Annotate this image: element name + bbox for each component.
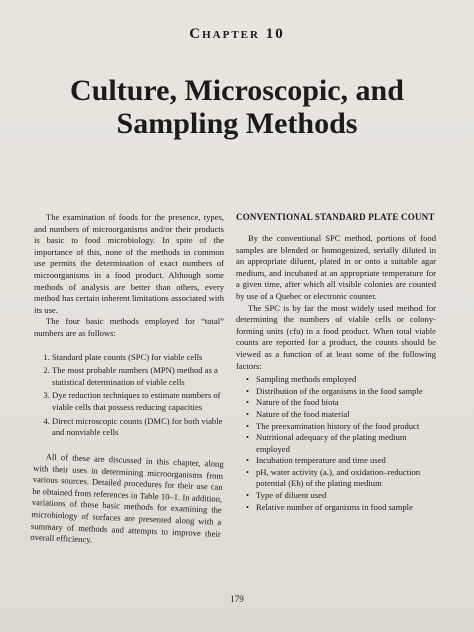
page-number: 179 (230, 594, 244, 604)
right-column (236, 212, 436, 513)
chapter-title: Culture, Microscopic, and Sampling Methods (70, 74, 404, 140)
factor-item: • pH, water activity (aᵥ), and oxidation–reduction potential (Eh) of the plating medium (246, 467, 436, 490)
method-item: 3. Dye reduction techniques to estimate numbers of viable cells that possess reducing capacities (52, 390, 224, 413)
spc-paragraph-2: The SPC is by far the most widely used method for determining the numbers of viable cells or colony-forming units (cfu) in a food product. When total viable counts are reported for a product, the counts should be viewed as a function of at least some of the following factors: (236, 302, 436, 371)
method-item: 1. Standard plate counts (SPC) for viable cells (52, 352, 224, 364)
factors-list (236, 374, 436, 513)
methods-list (34, 352, 224, 439)
factor-item: • Nature of the food biota (246, 397, 436, 409)
factor-item: • The preexamination history of the food product (246, 421, 436, 433)
factor-item: • Nutritional adequacy of the plating medium employed (246, 432, 436, 455)
chapter-label: Chapter 10 (189, 26, 285, 42)
methods-intro-paragraph: The four basic methods employed for “total” numbers are as follows: (34, 316, 224, 338)
closing-paragraph: All of these are discussed in this chapter, along with their uses in determining microorganisms from various sources. Detailed procedures for their use can be obtained from references in Table 10–1. In addition, variations of these basic methods for examining the microbiology of surfaces are presented along with a summary of methods and attempts to improve their overall efficiency. (30, 451, 224, 545)
method-item: 2. The most probable numbers (MPN) method as a statistical determination of viable cells (52, 365, 224, 388)
factor-item: • Distribution of the organisms in the food sample (246, 386, 436, 398)
left-column (30, 212, 224, 545)
factor-item: • Relative number of organisms in food sample (246, 502, 436, 514)
factor-item: • Incubation temperature and time used (246, 455, 436, 467)
section-heading: CONVENTIONAL STANDARD PLATE COUNT (236, 212, 435, 222)
intro-paragraph: The examination of foods for the presence, types, and numbers of microorganisms and/or their products is basic to food microbiology. In spite of the importance of this, none of the methods in common use permits the determination of exact numbers of microorganisms in a food product. Although some methods of analysis are better than others, every method has certain inherent limitations associated with its use. (34, 212, 224, 315)
method-item: 4. Direct microscopic counts (DMC) for both viable and nonviable cells (52, 416, 224, 439)
factor-item: • Sampling methods employed (246, 374, 436, 386)
factor-item: • Type of diluent used (246, 490, 436, 502)
spc-paragraph-1: By the conventional SPC method, portions of food samples are blended or homogenized, serially diluted in an appropriate diluent, plated in or onto a suitable agar medium, and incubated at an appropriate temperature for a given time, after which all visible colonies are counted by use of a Quebec or electronic counter. (236, 233, 436, 301)
factor-item: • Nature of the food material (246, 409, 436, 421)
